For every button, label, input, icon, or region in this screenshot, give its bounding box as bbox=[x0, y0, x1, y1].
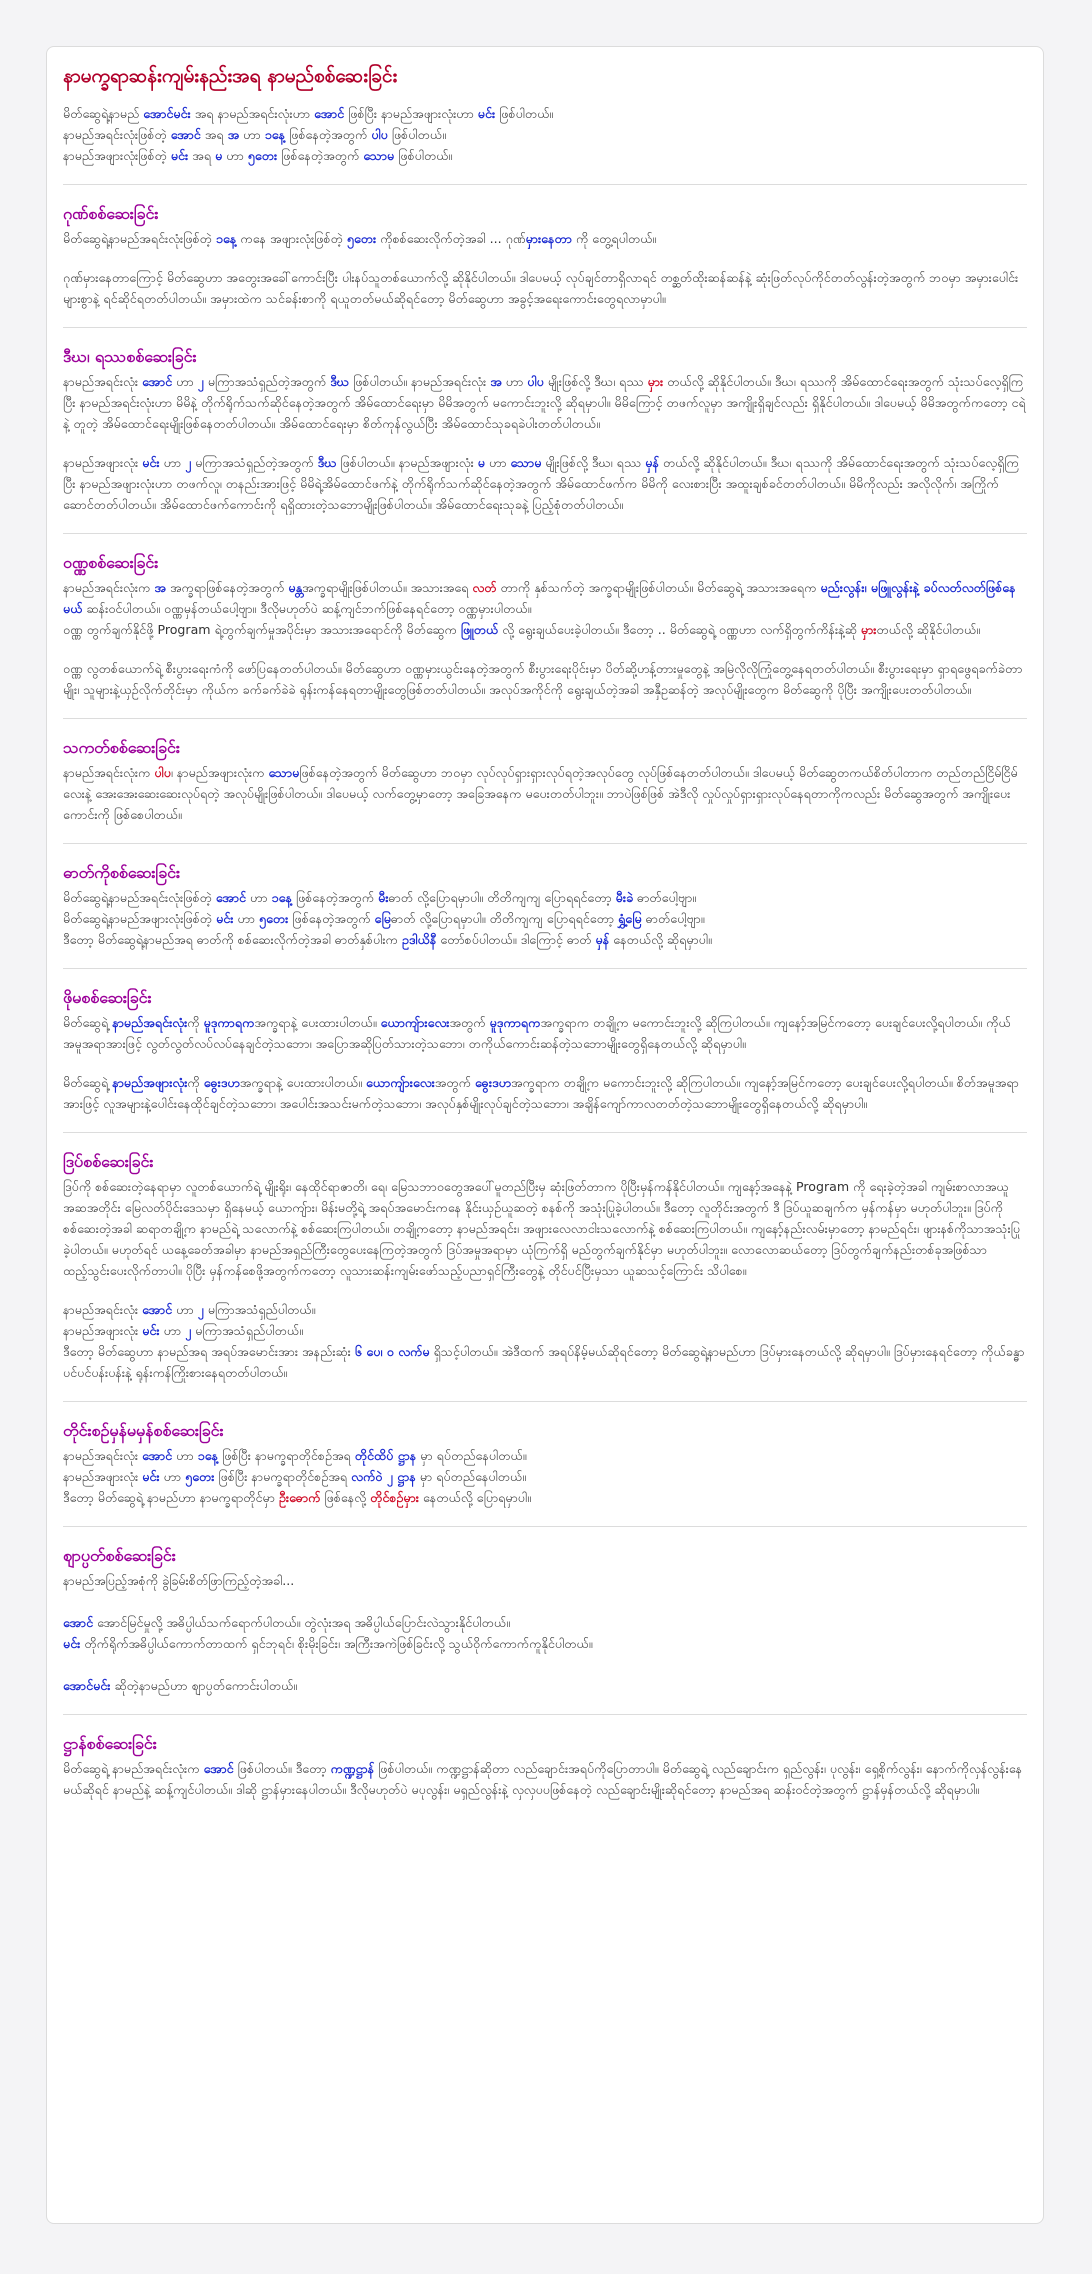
section-dhiga-rassa bbox=[63, 327, 1027, 515]
highlight-term: ဒီဃ bbox=[330, 374, 350, 389]
highlight-term: မင်း bbox=[142, 455, 160, 470]
section-heading: ဖိုမစစ်ဆေးခြင်း bbox=[63, 988, 152, 1007]
highlight-term: မီးခဲ bbox=[615, 890, 634, 905]
section-paragraph: အောင်မင်း ဆိုတဲ့နာမည်ဟာ ဈာပ္ပတ်ကောင်းပါတယ်။ bbox=[63, 1678, 298, 1693]
section-paragraph: ဂုဏ်မှားနေတာကြောင့် မိတ်ဆွေဟာ အတွေးအခေါ်ကောင်းပြီး ပါးနပ်သူတစ်ယောက်လို့ ဆိုနိုင်ပါတယ်။ ဒါပေမယ့် လုပ်ချင်တာရှိလာရင် တစ္ဆတ်ထိုးဆန်ဆန်နဲ့ ဆုံးဖြတ်လုပ်ကိုင်တတ်လွန်းတဲ့အတွက် ဘဝမှာ အမှားပေါင်းများစွာနဲ့ ရင်ဆိုင်ရတတ်ပါတယ်။ အမှားထဲက သင်ခန်းစာကို ရယူတတ်မယ်ဆိုရင်တော့ မိတ်ဆွေဟာ အခွင့်အရေးကောင်းတွေရလာမှာပါ။ bbox=[63, 270, 1019, 306]
highlight-term: အောင် bbox=[142, 1302, 173, 1317]
highlight-term: အ bbox=[154, 580, 166, 595]
section-paragraph: နာမည်အပြည့်အစုံကို ခွဲခြမ်းစိတ်ဖြာကြည့်တဲ့အခါ... bbox=[63, 1573, 295, 1588]
highlight-term: ၆ ပေ၊ ၀ လက်မ bbox=[354, 1344, 430, 1359]
section-heading: ဒြပ်စစ်ဆေးခြင်း bbox=[63, 1152, 154, 1171]
highlight-term: ယောကျ်ားလေး bbox=[366, 1075, 435, 1090]
intro-line: နာမည်အရင်းလုံးဖြစ်တဲ့ အောင် အရ အ ဟာ ၁နေ့ ဖြစ်နေတဲ့အတွက် ပါပ ဖြစ်ပါတယ်။ bbox=[63, 127, 446, 142]
warning-term: တိုင်စဉ်မှား bbox=[370, 1490, 419, 1505]
section-paragraph: နာမည်အရင်းလုံး အောင် ဟာ ၂ မကြာအသံရှည်ပါတယ်။ နာမည်အဖျားလုံး မင်း ဟာ ၂ မကြာအသံရှည်ပါတယ်။ ဒီတော့ မိတ်ဆွေဟာ နာမည်အရ အရပ်အမောင်းအား အနည်းဆုံး ၆ ပေ၊ ၀ လက်မ ရှိသင့်ပါတယ်။ အဲဒီထက် အရပ်နိမ့်မယ်ဆိုရင်တော့ မိတ်ဆွေရဲ့နာမည်ဟာ ဒြပ်မှားနေတယ်လို့ ဆိုရမှာပါ။ ဒြပ်မှားနေရင်တော့ ကိုယ်ခန္ဓာပင်ပင်ပန်းပန်းနဲ့ ရုန်းကန်ကြိုးစားနေရတတ်ပါတယ်။ bbox=[63, 1302, 1025, 1380]
highlight-term: မင်း bbox=[477, 106, 496, 121]
highlight-term: ၅တေး bbox=[346, 231, 377, 246]
intro-line: နာမည်အဖျားလုံးဖြစ်တဲ့ မင်း အရ မ ဟာ ၅တေး ဖြစ်နေတဲ့အတွက် သောမ ဖြစ်ပါတယ်။ bbox=[63, 148, 453, 163]
highlight-term: အောင် bbox=[142, 374, 173, 389]
highlight-term: မင်း bbox=[170, 148, 189, 163]
highlight-term: အောင် bbox=[203, 1761, 234, 1776]
highlight-term: ဓွေးဒဟ bbox=[474, 1075, 511, 1090]
highlight-term: မူဒုကာရက bbox=[203, 1015, 255, 1030]
highlight-term: ၂ bbox=[197, 374, 204, 389]
highlight-term: အောင် bbox=[215, 890, 246, 905]
warning-term: မှား bbox=[647, 374, 664, 389]
highlight-term: မင်း bbox=[63, 1636, 81, 1651]
section-place bbox=[63, 1714, 1027, 1800]
section-heading: ဂုဏ်စစ်ဆေးခြင်း bbox=[63, 204, 159, 223]
section-paragraph: ဝဏ္ဏ လွတစ်ယောက်ရဲ့ စီးပွားရေးကံကို ဖော်ပြနေတတ်ပါတယ်။ မိတ်ဆွေဟာ ဝဏ္ဏမှားယွင်းနေတဲ့အတွက် စီးပွားရေးပိုင်းမှာ ပိတ်ဆို့ဟန့်တားမှုတွေနဲ့ အမြဲလိုလိုကြုံတွေ့နေရတတ်ပါတယ်။ စီးပွားရေးမှာ ရှာရဖွေရခက်ခဲတာမျိုး၊ သူများနဲ့ယှဉ်လိုက်တိုင်းမှာ ကိုယ်က ခက်ခက်ခဲခဲ ရုန်းကန်နေရတာမျိုးတွေဖြစ်တတ်ပါတယ်။ အလုပ်အကိုင်ကို ရွေးချယ်တဲ့အခါ အနှီဥဆန်တဲ့ အလုပ်မျိုးတွေက မိတ်ဆွေကို ပိုပြီး အကျိုးပေးတတ်ပါတယ်။ bbox=[63, 661, 1023, 697]
highlight-term: အောင် bbox=[63, 1615, 94, 1630]
page-title: နာမက္ခရာဆန်းကျမ်းနည်းအရ နာမည်စစ်ဆေးခြင်း bbox=[63, 65, 398, 87]
highlight-term: လက်ဝဲ ၂ ဋ္ဌာန bbox=[351, 1469, 416, 1484]
highlight-term: ၅တေး bbox=[185, 1469, 215, 1484]
highlight-term: မည်းလွန်း၊ မဖြူလွန်းနဲ့ ခပ်လတ်လတ်ဖြစ်နေမယ် bbox=[63, 580, 1016, 616]
section-paragraph: နာမည်အရင်းလုံးက အ အက္ခရာဖြစ်နေတဲ့အတွက် မန္တအက္ခရာမျိုးဖြစ်ပါတယ်။ အသားအရေ လတ် တာကို နှစ်သက်တဲ့ အက္ခရာမျိုးဖြစ်ပါတယ်။ မိတ်ဆွေရဲ့ အသားအရေက မည်းလွန်း၊ မဖြူလွန်းနဲ့ ခပ်လတ်လတ်ဖြစ်နေမယ် ဆန်းဝင်ပါတယ်။ ဝဏ္ဏမှန်တယ်ပေါ့ဗျာ။ ဒီလိုမဟုတ်ပဲ ဆန့်ကျင်ဘက်ဖြစ်နေရင်တော့ ဝဏ္ဏမှားပါတယ်။ bbox=[63, 580, 1016, 616]
highlight-term: ပါပ bbox=[527, 374, 544, 389]
highlight-term: ၅တေး bbox=[258, 911, 289, 926]
highlight-term: အောင် bbox=[170, 127, 201, 142]
section-heading: တိုင်းစဉ်မှန်မမှန်စစ်ဆေးခြင်း bbox=[63, 1421, 224, 1440]
section-paragraph: မိတ်ဆွေရဲ့ နာမည်အရင်းလုံးကို မူဒုကာရကအက္ခရာနဲ့ ပေးထားပါတယ်။ ယောကျ်ားလေးအတွက် မူဒုကာရကအက္ခရာက တချို့က မကောင်းဘူးလို့ ဆိုကြပါတယ်။ ကျနော့်အမြင်ကတော့ ပေးချင်ပေးလို့ရပါတယ်။ ကိုယ်အမူအရာအားဖြင့် လွတ်လွတ်လပ်လပ်နေချင်တဲ့သဘော၊ အပြောအဆိုပြတ်သားတဲ့သဘော၊ တကိုယ်ကောင်းဆန်တဲ့သဘောမျိုးတွေရှိနေတယ်လို့ ဆိုရမှာပါ။ bbox=[63, 1015, 1011, 1051]
highlight-term: မှန် bbox=[645, 455, 659, 470]
highlight-term: ဖြူတယ် bbox=[460, 622, 499, 637]
section-heading: ဈာပ္ပတ်စစ်ဆေးခြင်း bbox=[63, 1546, 176, 1565]
highlight-term: သောမ bbox=[510, 455, 542, 470]
section-heading: ဒီဃ၊ ရဿစစ်ဆေးခြင်း bbox=[63, 347, 197, 366]
section-dyap bbox=[63, 1132, 1027, 1383]
section-paragraph: မိတ်ဆွေရဲ့နာမည်အရင်းလုံးဖြစ်တဲ့ အောင် ဟာ ၁နေ့ ဖြစ်နေတဲ့အတွက် မီးဓာတ် လို့ပြောရမှာပါ။ တိတိကျကျ ပြောရရင်တော့ မီးခဲ ဓာတ်ပေါ့ဗျာ။ မိတ်ဆွေရဲ့နာမည်အဖျားလုံးဖြစ်တဲ့ မင်း ဟာ ၅တေး ဖြစ်နေတဲ့အတွက် မြေဓာတ် လို့ပြောရမှာပါ။ တိတိကျကျ ပြောရရင်တော့ ရွှံ့မြေ ဓာတ်ပေါ့ဗျာ။ ဒီတော့ မိတ်ဆွေရဲ့နာမည်အရ ဓာတ်ကို စစ်ဆေးလိုက်တဲ့အခါ ဓာတ်နှစ်ပါးက ဥဒါယိနီ တော်စပ်ပါတယ်။ ဒါကြောင့် ဓာတ် မှန် နေတယ်လို့ ဆိုရမှာပါ။ bbox=[63, 890, 712, 947]
section-paragraph: နာမည်အရင်းလုံး အောင် ဟာ ၁နေ့ ဖြစ်ပြီး နာမက္ခရာတိုင်စဉ်အရ တိုင်ထိပ် ဋ္ဌာန မှာ ရပ်တည်နေပါတယ်။ နာမည်အဖျားလုံး မင်း ဟာ ၅တေး ဖြစ်ပြီး နာမက္ခရာတိုင်စဉ်အရ လက်ဝဲ ၂ ဋ္ဌာန မှာ ရပ်တည်နေပါတယ်။ ဒီတော့ မိတ်ဆွေရဲ့ နာမည်ဟာ နာမက္ခရာတိုင်မှာ ဦးဓောက် ဖြစ်နေလို့ တိုင်စဉ်မှား နေတယ်လို့ ပြောရမှာပါ။ bbox=[63, 1448, 531, 1505]
section-paragraph: ဝဏ္ဏ တွက်ချက်နိုင်ဖို့ Program ရဲ့တွက်ချက်မှုအပိုင်းမှာ အသားအရောင်ကို မိတ်ဆွေက ဖြူတယ် လို့ ရွေးချယ်ပေးခဲ့ပါတယ်။ ဒီတော့ .. မိတ်ဆွေရဲ့ ဝဏ္ဏဟာ လက်ရှိတွက်ကိန်းနဲ့ဆို မှားတယ်လို့ ဆိုနိုင်ပါတယ်။ bbox=[63, 622, 981, 637]
section-wanna bbox=[63, 533, 1027, 700]
highlight-term: သောမ bbox=[363, 148, 395, 163]
section-paragraph: နာမည်အရင်းလုံးက ပါပ၊ နာမည်အဖျားလုံးက သောမဖြစ်နေတဲ့အတွက် မိတ်ဆွေဟာ ဘဝမှာ လုပ်လုပ်ရှားရှားလုပ်ရတဲ့အလုပ်တွေ လုပ်ဖြစ်နေတတ်ပါတယ်။ ဒါပေမယ့် မိတ်ဆွေတကယ်စိတ်ပါတာက တည်တည်ငြိမ်ငြိမ်လေးနဲ့ အေးအေးဆေးဆေးလုပ်ရတဲ့ အလုပ်မျိုးဖြစ်ပါတယ်။ ဒါပေမယ့် လက်တွေ့မှာတော့ အခြေအနေက မပေးတတ်ပါဘူး။ ဘာပဲဖြစ်ဖြစ် အဲဒီလို လှုပ်လှုပ်ရှားရှားလုပ်နေရတာကိုကလည်း မိတ်ဆွေအတွက် အကျိုးပေးကောင်းကို ဖြစ်စေပါတယ်။ bbox=[63, 765, 1018, 822]
section-paragraph: မိတ်ဆွေရဲ့ နာမည်အရင်းလုံးက အောင် ဖြစ်ပါတယ်။ ဒီတော့ ကဏ္ဍဋ္ဌာန် ဖြစ်ပါတယ်။ ကဏ္ဍဋ္ဌာန်ဆိုတာ လည်ချောင်းအရပ်ကိုပြောတာပါ။ မိတ်ဆွေရဲ့ လည်ချောင်းက ရှည်လွန်း၊ ပုလွန်း၊ ရှေ့စိုက်လွန်း၊ နောက်ကိုလှန်လွန်းနေမယ်ဆိုရင် နာမည်နဲ့ ဆန့်ကျင်ပါတယ်။ ဒါဆို ဋ္ဌာန်မှားနေပါတယ်။ ဒီလိုမဟုတ်ပဲ မပုလွန်း၊ မရှည်လွန်းနဲ့ လှလှပပဖြစ်နေတဲ့ လည်ချောင်းမျိုးဆိုရင်တော့ နာမည်အရ ဆန်းဝင်တဲ့အတွက် ဋ္ဌာန်မှန်တယ်လို့ ဆိုရမှာပါ။ bbox=[63, 1761, 1023, 1797]
highlight-term: ၂ bbox=[185, 1323, 192, 1338]
highlight-term: နာမည်အဖျားလုံး bbox=[112, 1075, 188, 1090]
result-card bbox=[46, 46, 1044, 2224]
highlight-term: ၂ bbox=[185, 455, 192, 470]
highlight-term: မြေ bbox=[374, 911, 391, 926]
highlight-term: မှားနေတာ bbox=[525, 231, 572, 246]
intro-line: မိတ်ဆွေရဲ့နာမည် အောင်မင်း အရ နာမည်အရင်းလုံးဟာ အောင် ဖြစ်ပြီး နာမည်အဖျားလုံးဟာ မင်း ဖြစ်ပါတယ်။ bbox=[63, 106, 554, 121]
highlight-term: ၁နေ့ bbox=[215, 231, 237, 246]
section-element bbox=[63, 843, 1027, 950]
highlight-term: အ bbox=[490, 374, 502, 389]
highlight-term: တိုင်ထိပ် ဋ္ဌာန bbox=[354, 1448, 417, 1463]
highlight-term: ဓွေးဒဟ bbox=[203, 1075, 240, 1090]
highlight-term: မင်း bbox=[216, 911, 234, 926]
section-paragraph: နာမည်အဖျားလုံး မင်း ဟာ ၂ မကြာအသံရှည်တဲ့အတွက် ဒီဃ ဖြစ်ပါတယ်။ နာမည်အဖျားလုံး မ ဟာ သောမ မျိုးဖြစ်လို့ ဒီဃ၊ ရဿ မှန် တယ်လို့ ဆိုနိုင်ပါတယ်။ ဒီဃ၊ ရဿကို အိမ်ထောင်ရေးအတွက် သုံးသပ်လေ့ရှိကြပြီး နာမည်အဖျားလုံးဟာ တဖက်လူ၊ တနည်းအားဖြင့် မိမိရဲ့အိမ်ထောင်ဖက်နဲ့ တိုက်ရိုက်သက်ဆိုင်နေတဲ့အတွက် အိမ်ထောင်ဖက်က မိမိကို လေးစားပြီး အထူးချစ်ခင်တတ်ပါတယ်။ မိမိကိုလည်း အလိုလိုက်၊ အကြိုက်ဆောင်တတ်ပါတယ်။ အိမ်ထောင်ဖက်ကောင်းကို ရရှိထားတဲ့သဘောမျိုးဖြစ်ပါတယ်။ အိမ်ထောင်ရေးသုခနဲ့ ပြည့်စုံတတ်ပါတယ်။ bbox=[63, 455, 1019, 512]
section-gender bbox=[63, 968, 1027, 1114]
warning-term: မှား bbox=[860, 622, 877, 637]
highlight-term: ဒီဃ bbox=[317, 455, 337, 470]
intro-lines bbox=[63, 103, 1027, 166]
warning-term: ဦးဓောက် bbox=[278, 1490, 321, 1505]
warning-term: လတ် bbox=[472, 580, 497, 595]
highlight-term: မန္တ bbox=[288, 580, 303, 595]
highlight-term: သောမ bbox=[268, 765, 300, 780]
highlight-term: မင်း bbox=[142, 1323, 160, 1338]
highlight-term: မီး bbox=[378, 890, 389, 905]
section-heading: သကတ်စစ်ဆေးခြင်း bbox=[63, 738, 180, 757]
highlight-term: ၁နေ့ bbox=[197, 1448, 219, 1463]
highlight-term: မူဒုကာရက bbox=[489, 1015, 541, 1030]
highlight-term: ၁နေ့ bbox=[271, 890, 292, 905]
section-paragraph: မိတ်ဆွေရဲ့ နာမည်အဖျားလုံးကို ဓွေးဒဟအက္ခရာနဲ့ ပေးထားပါတယ်။ ယောကျ်ားလေးအတွက် ဓွေးဒဟအက္ခရာက တချို့က မကောင်းဘူးလို့ ဆိုကြပါတယ်။ ကျနော့်အမြင်ကတော့ ပေးချင်ပေးလို့ရပါတယ်။ စိတ်အမူအရာအားဖြင့် လူအများနဲ့ပေါင်းနေထိုင်ချင်တဲ့သဘော၊ အပေါင်းအသင်းမက်တဲ့သဘော၊ အလုပ်နှစ်မျိုးလုပ်ချင်တဲ့သဘော၊ အချိန်ကျော်ကာလတတ်တဲ့သဘောမျိုးတွေရှိနေတယ်လို့ ဆိုရမှာပါ။ bbox=[63, 1075, 1019, 1111]
section-paragraph: မိတ်ဆွေရဲ့နာမည်အရင်းလုံးဖြစ်တဲ့ ၁နေ့ ကနေ အဖျားလုံးဖြစ်တဲ့ ၅တေး ကိုစစ်ဆေးလိုက်တဲ့အခါ ... ဂုဏ်မှားနေတာ ကို တွေ့ရပါတယ်။ bbox=[63, 231, 657, 246]
highlight-term: ရွှံ့မြေ bbox=[618, 911, 642, 926]
highlight-term: ယောကျ်ားလေး bbox=[380, 1015, 450, 1030]
section-heading: ဋ္ဌာန်စစ်ဆေးခြင်း bbox=[63, 1734, 157, 1753]
highlight-term: ပါပ bbox=[371, 127, 388, 142]
section-paragraph: အောင် အောင်မြင်မှုလို့ အဓိပ္ပါယ်သက်ရောက်ပါတယ်။ တွဲလုံးအရ အဓိပ္ပါယ်ပြောင်းလဲသွားနိုင်ပါတယ်။ မင်း တိုက်ရိုက်အဓိပ္ပါယ်ကောက်တာထက် ရှင်ဘုရင်၊ စိုးမိုးခြင်း၊ အကြီးအကဲဖြစ်ခြင်းလို့ သွယ်ဝိုက်ကောက်ကူနိုင်ပါတယ်။ bbox=[63, 1615, 593, 1651]
highlight-term: မ bbox=[215, 148, 223, 163]
section-paragraph: နာမည်အရင်းလုံး အောင် ဟာ ၂ မကြာအသံရှည်တဲ့အတွက် ဒီဃ ဖြစ်ပါတယ်။ နာမည်အရင်းလုံး အ ဟာ ပါပ မျိုးဖြစ်လို့ ဒီဃ၊ ရဿ မှား တယ်လို့ ဆိုနိုင်ပါတယ်။ ဒီဃ၊ ရဿကို အိမ်ထောင်ရေးအတွက် သုံးသပ်လေ့ရှိကြပြီး နာမည်အရင်းလုံးဟာ မိမိနဲ့ တိုက်ရိုက်သက်ဆိုင်နေတဲ့အတွက် အိမ်ထောင်ရေးမှာ မိမိအတွက် မကောင်းဘူးလို့ ဆိုရမှာပါ။ မိမိကြောင့် တဖက်လူမှာ အကျိုးရှိချင်လည်း ရှိနိုင်ပါတယ်။ ဒါပေမယ့် မိမိအတွက်ကတော့ ငရဲနဲ့ တူတဲ့ အိမ်ထောင်ရေးမျိုးဖြစ်နေတတ်ပါတယ်။ အိမ်ထောင်ရေးမှာ စိတ်ကုန်လွယ်ပြီး အိမ်ထောင်သုခရခဲပါးတတ်ပါတယ်။ bbox=[63, 374, 1026, 431]
highlight-term: ၅တေး bbox=[247, 148, 278, 163]
section-meaning bbox=[63, 1526, 1027, 1696]
section-paragraph: ဒြပ်ကို စစ်ဆေးတဲ့နေရာမှာ လူတစ်ယောက်ရဲ့ မျိုးရိုး၊ နေထိုင်ရာဇာတိ၊ ရေ၊ မြေသဘာဝတွေအပေါ်မူတည်ပြီးမှ ဆုံးဖြတ်တာက ပိုပြီးမှန်ကန်နိုင်ပါတယ်။ ကျနော့်အနေနဲ့ Program ကို ရေးခဲ့တဲ့အခါ ကျမ်းစာလာအယူအဆအတိုင်း မြေလတ်ပိုင်းဒေသမှာ ရှိနေမယ့် ယောကျ်ား၊ မိန်းမတို့ရဲ့ အရပ်အမောင်းကနေ နိုင်းယှဉ်ယူဆတဲ့ စနစ်ကို အသုံးပြုခဲ့ပါတယ်။ ဒီတော့ လူတိုင်းအတွက် ဒီ ဒြပ်ယူဆချက်က မှန်ကန်မှာ မဟုတ်ပါဘူး။ ဒြပ်ကို စစ်ဆေးတဲ့အခါ ဆရာတချို့က နာမည်ရဲ့ သလောက်နဲ့ စစ်ဆေးကြပါတယ်။ တချို့ကတော့ နာမည်အရင်း၊ အဖျားလေလာငါးသလောက်နဲ့ စစ်ဆေးကြပါတယ်။ ကျနော့်နည်းလမ်းမှာတော့ နာမည်ရင်း၊ ဖျားနစ်ကိုသာအသုံးပြုခဲ့ပါတယ်။ မဟုတ်ရင် ယနေ့ခေတ်အခါမှာ နာမည်အရှည်ကြီးတွေပေးနေကြတဲ့အတွက် ဒြပ်အမှုအရာမှာ ယုံကြက်ရှိ မည်တွက်ချက်နိုင်မှာ မဟုတ်ပါဘူး။ လောလောဆယ်တော့ ဒြပ်တွက်ချက်နည်းတစ်ခုအဖြစ်သာ ထည့်သွင်းပေးလိုက်တာပါ။ ပိုပြီး မှန်ကန်စေဖို့အတွက်ကတော့ လူသားဆန်းကျမ်းဖော်သည့်ပညာရှင်ကြီးတွေနဲ့ တိုင်ပင်ပြီးမှသာ ယူဆသင့်ကြောင်း သိပါစေ။ bbox=[63, 1179, 1021, 1278]
section-gun bbox=[63, 184, 1027, 309]
highlight-term: မင်း bbox=[142, 1469, 160, 1484]
section-pillar bbox=[63, 1401, 1027, 1508]
highlight-term: အောင်မင်း bbox=[143, 106, 191, 121]
section-heading: ဓာတ်ကိုစစ်ဆေးခြင်း bbox=[63, 863, 181, 882]
highlight-term: မှန် bbox=[595, 932, 610, 947]
section-heading: ဝဏ္ဏစစ်ဆေးခြင်း bbox=[63, 553, 159, 572]
highlight-term: ၂ bbox=[197, 1302, 204, 1317]
highlight-term: အ bbox=[227, 127, 240, 142]
highlight-term: မ bbox=[477, 455, 485, 470]
intro-section bbox=[63, 63, 1027, 166]
section-thakat bbox=[63, 718, 1027, 825]
highlight-term: အောင် bbox=[142, 1448, 173, 1463]
highlight-term: ဥဒါယိနီ bbox=[401, 932, 437, 947]
highlight-term: ကဏ္ဍဋ္ဌာန် bbox=[330, 1761, 375, 1776]
highlight-term: ၁နေ့ bbox=[264, 127, 286, 142]
highlight-term: နာမည်အရင်းလုံး bbox=[112, 1015, 188, 1030]
warning-term: ပါပ bbox=[154, 765, 171, 780]
highlight-term: အောင်မင်း bbox=[63, 1678, 111, 1693]
highlight-term: အောင် bbox=[314, 106, 345, 121]
